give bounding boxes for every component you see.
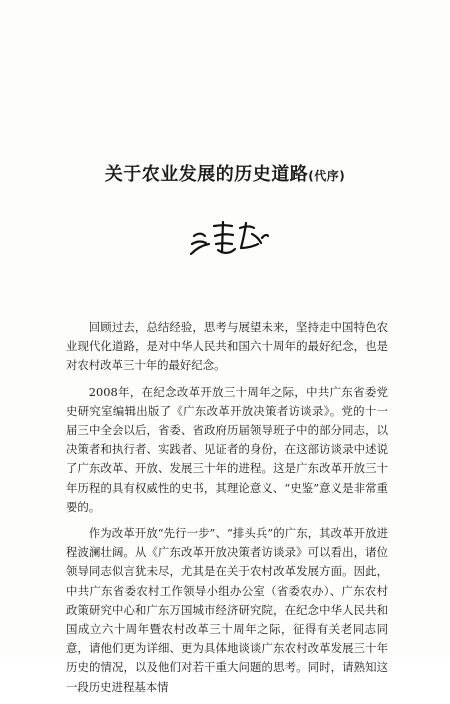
title-subtitle: (代序) (308, 169, 346, 183)
page-title (0, 160, 450, 186)
paragraph: 作为改革开放“先行一步”、“排头兵”的广东，其改革开放进程波澜壮阔。从《广东改革开放决策者访谈录》可以看出，诸位领导同志似言犹未尽，尤其是在关于农村改革发展方面。因此，中共广东省委农村工作领导小组办公室（省委农办）、广东农村政策研究中心和广东万国城市经济研究院，在纪念中华人民共和国成立六十周年暨农村改革三十周年之际，征得有关老同志同意，请他们更为详细、更为具体地谈谈广东农村改革发展三十年历史的情况，以及他们对若干重大问题的思考。同时，请熟知这一段历史进程基本情 (66, 526, 388, 694)
paragraph: 2008年，在纪念改革开放三十周年之际，中共广东省委党史研究室编辑出版了《广东改革开放决策者访谈录》。党的十一届三中全会以后，省委、省政府历届领导班子中的部分同志，以决策者和执行者、实践者、见证者的身份，在这部访谈录中述说了广东改革、开放、发展三十年的进程。这是广东改革开放三十年历程的具有权威性的史书，其理论意义、“史鉴”意义是非常重要的。 (66, 384, 388, 514)
title-text: 关于农业发展的历史道路 (104, 164, 309, 185)
paragraph: 回顾过去，总结经验，思考与展望未来，坚持走中国特色农业现代化道路，是对中华人民共和国六十周年的最好纪念，也是对农村改革三十年的最好纪念。 (66, 320, 388, 373)
handwritten-signature-icon (188, 214, 270, 258)
body-text (66, 318, 388, 704)
